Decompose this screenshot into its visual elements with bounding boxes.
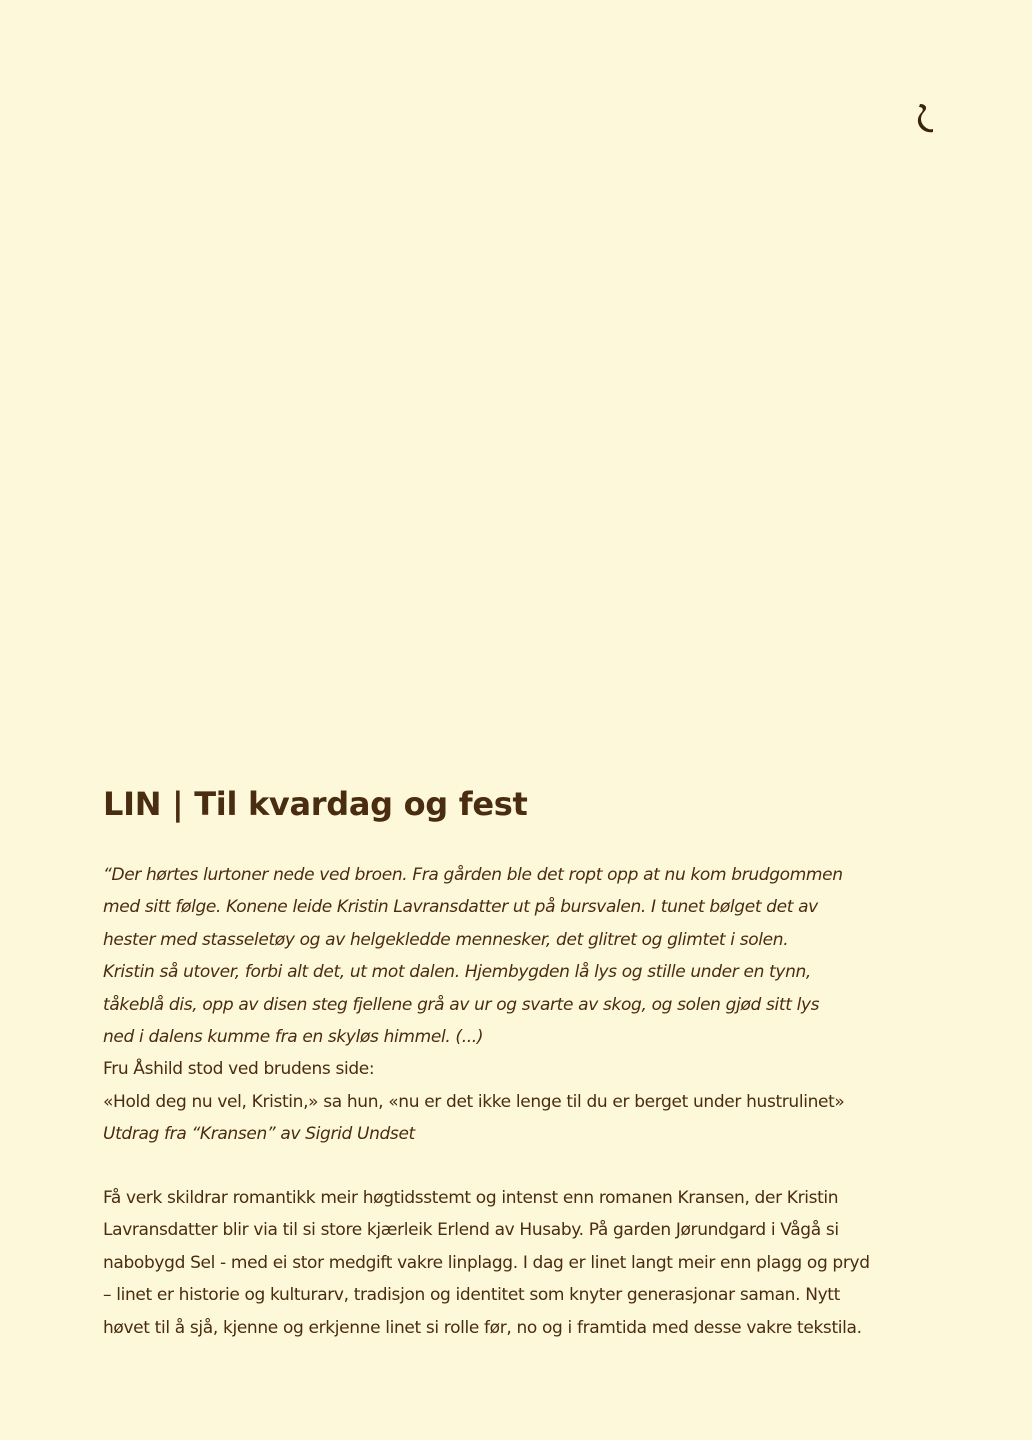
body-line: nabobygd Sel - med ei stor medgift vakre linplagg. I dag er linet langt meir enn plagg og pryd [103, 1252, 870, 1273]
page-title: LIN | Til kvardag og fest [103, 785, 528, 823]
quote-line: tåkeblå dis, opp av disen steg fjellene grå av ur og svarte av skog, og solen gjød sitt lys [103, 994, 820, 1015]
body-line: – linet er historie og kulturarv, tradisjon og identitet som knyter generasjonar saman. Nytt [103, 1285, 840, 1306]
quote-line: Kristin så utover, forbi alt det, ut mot dalen. Hjembygden lå lys og stille under en tynn, [103, 962, 811, 983]
dialogue-line: «Hold deg nu vel, Kristin,» sa hun, «nu er det ikke lenge til du er berget under hustrulinet» [103, 1091, 845, 1112]
quote-line: ned i dalens kumme fra en skyløs himmel. (...) [103, 1027, 484, 1048]
dialogue-line: Fru Åshild stod ved brudens side: [103, 1059, 375, 1080]
brand-logo-mark [914, 100, 936, 136]
brand-logo-icon [914, 100, 936, 136]
quote-line: med sitt følge. Konene leide Kristin Lavransdatter ut på bursvalen. I tunet bølget det av [103, 897, 818, 918]
quote-line: hester med stasseletøy og av helgekledde mennesker, det glitret og glimtet i solen. [103, 929, 789, 950]
quote-source: Utdrag fra “Kransen” av Sigrid Undset [103, 1124, 415, 1145]
quote-section [103, 859, 933, 1151]
quote-line: “Der hørtes lurtoner nede ved broen. Fra gården ble det ropt opp at nu kom brudgommen [103, 865, 843, 885]
body-line: Lavransdatter blir via til si store kjærleik Erlend av Husaby. På garden Jørundgard i Vågå si [103, 1220, 839, 1241]
body-paragraph [103, 1182, 933, 1344]
body-line: høvet til å sjå, kjenne og erkjenne linet si rolle før, no og i framtida med desse vakre tekstila. [103, 1317, 862, 1338]
body-line: Få verk skildrar romantikk meir høgtidsstemt og intenst enn romanen Kransen, der Kristin [103, 1188, 839, 1208]
